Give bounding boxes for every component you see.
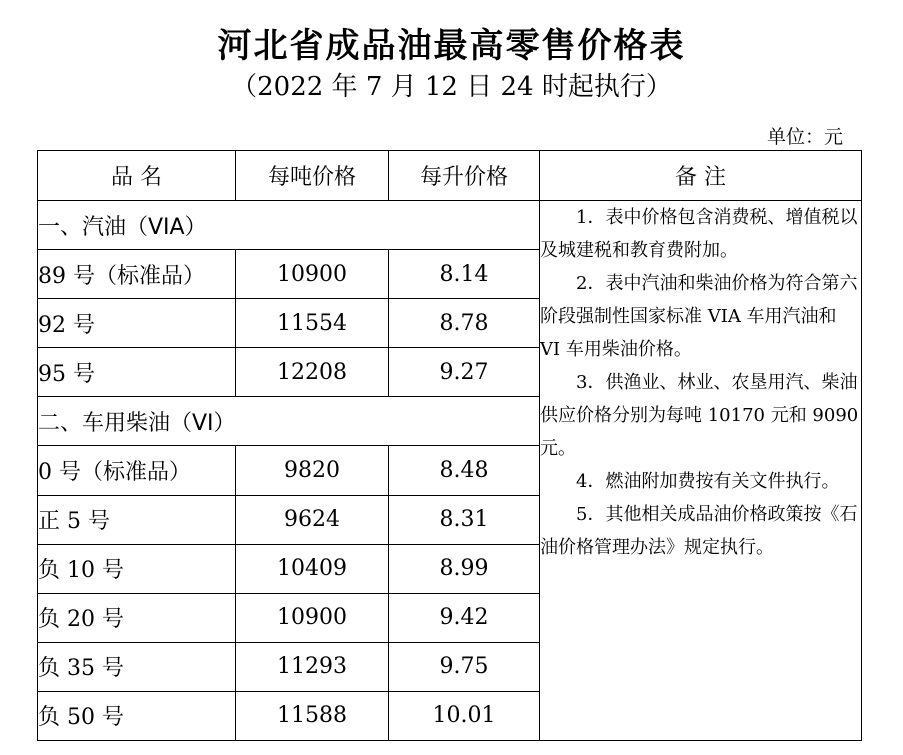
liter-price: 8.48 (389, 446, 540, 495)
ton-price: 10900 (236, 593, 389, 642)
ton-price: 11588 (236, 691, 389, 740)
liter-price: 8.78 (389, 299, 540, 348)
product-name: 负 10 号 (38, 544, 236, 593)
section-label-gasoline: 一、汽油（VIA） (38, 201, 540, 250)
ton-price: 11293 (236, 642, 389, 691)
liter-price: 8.14 (389, 250, 540, 299)
product-name: 95 号 (38, 348, 236, 397)
page-title: 河北省成品油最高零售价格表 (217, 26, 686, 66)
ton-price: 9624 (236, 495, 389, 544)
liter-price: 9.42 (389, 593, 540, 642)
liter-price: 10.01 (389, 691, 540, 740)
liter-price: 9.75 (389, 642, 540, 691)
product-name: 0 号（标准品） (38, 446, 236, 495)
liter-price: 8.31 (389, 495, 540, 544)
table-header-row (38, 151, 862, 201)
note-item: 1．表中价格包含消费税、增值税以及城建税和教育费附加。 (540, 207, 858, 262)
notes-cell (540, 201, 862, 741)
ton-price: 9820 (236, 446, 389, 495)
note-item: 2．表中汽油和柴油价格为符合第六阶段强制性国家标准 VIA 车用汽油和 VI 车用柴油价格。 (540, 273, 858, 361)
ton-price: 10900 (236, 250, 389, 299)
product-name: 负 20 号 (38, 593, 236, 642)
product-name: 正 5 号 (38, 495, 236, 544)
price-table (37, 150, 862, 741)
note-item: 4．燃油附加费按有关文件执行。 (576, 471, 840, 493)
note-item: 5．其他相关成品油价格政策按《石油价格管理办法》规定执行。 (540, 504, 858, 559)
section-label-diesel: 二、车用柴油（VI） (38, 397, 540, 446)
header-ton-price: 每吨价格 (236, 151, 389, 201)
ton-price: 10409 (236, 544, 389, 593)
ton-price: 11554 (236, 299, 389, 348)
product-name: 92 号 (38, 299, 236, 348)
header-name: 品 名 (38, 151, 236, 201)
section-row-gasoline (38, 201, 862, 250)
product-name: 89 号（标准品） (38, 250, 236, 299)
product-name: 负 35 号 (38, 642, 236, 691)
unit-label: 单位：元 (766, 126, 843, 148)
note-item: 3．供渔业、林业、农垦用汽、柴油供应价格分别为每吨 10170 元和 9090 元。 (540, 372, 859, 460)
liter-price: 8.99 (389, 544, 540, 593)
liter-price: 9.27 (389, 348, 540, 397)
page-subtitle: （2022 年 7 月 12 日 24 时起执行） (231, 72, 672, 102)
header-liter-price: 每升价格 (389, 151, 540, 201)
header-notes: 备 注 (540, 151, 862, 201)
ton-price: 12208 (236, 348, 389, 397)
product-name: 负 50 号 (38, 691, 236, 740)
